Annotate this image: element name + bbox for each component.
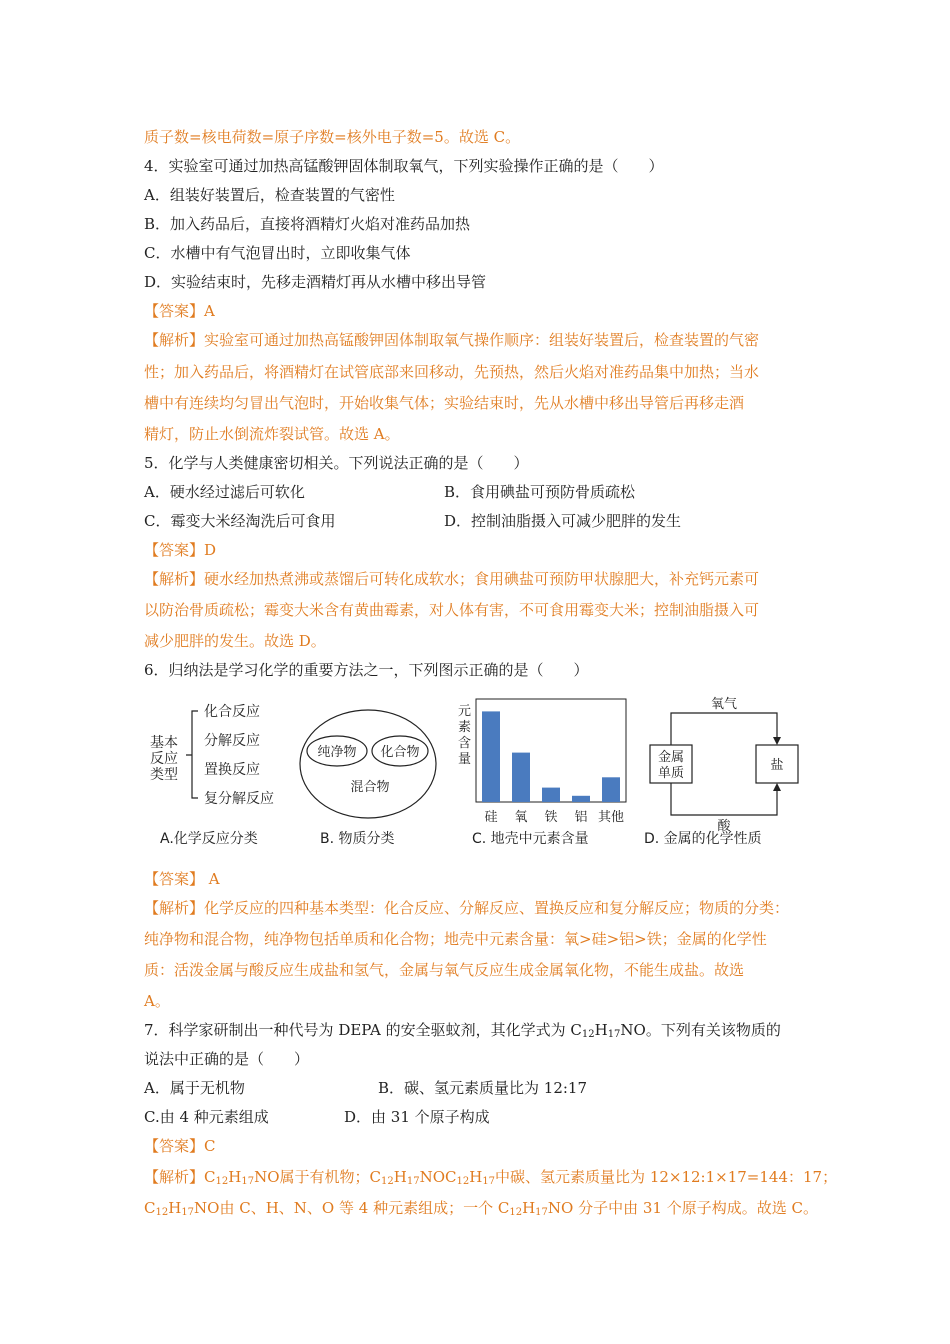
q7-option-c: C.由 4 种元素组成: [144, 1108, 269, 1126]
formula: C12H17NO: [570, 1021, 646, 1040]
formula: C12H17NO: [497, 1199, 574, 1218]
q6-figures: [144, 693, 824, 863]
figure-b-substance-classification: [300, 710, 436, 847]
figa-left-label: 反应: [150, 751, 178, 767]
figc-category-label: 硅: [484, 810, 498, 825]
q4-option-d: D．实验结束时，先移走酒精灯再从水槽中移出导管: [144, 273, 487, 291]
figd-top-label: 氧气: [710, 697, 738, 712]
q4-option-c: C．水槽中有气泡冒出时，立即收集气体: [144, 244, 411, 262]
formula: C12H17NO: [144, 1199, 220, 1218]
figd-top-arrow: [671, 713, 777, 745]
q7-stem: 7．科学家研制出一种代号为 DEPA 的安全驱蚊剂，其化学式为 C12H17NO。下列有关该物质的: [144, 1021, 781, 1040]
q6-explanation-line: 质：活泼金属与酸反应生成盐和氢气，金属与氧气反应生成金属氧化物，不能生成盐。故选: [144, 961, 745, 979]
q4-explanation-line: 【解析】实验室可通过加热高锰酸钾固体制取氧气操作顺序：组装好装置后，检查装置的气密: [144, 331, 760, 349]
figa-left-label: 类型: [150, 767, 178, 783]
q6-answer: 【答案】 A: [144, 870, 220, 888]
figc-bars: [482, 711, 620, 802]
q7-option-d: D．由 31 个原子构成: [344, 1108, 490, 1126]
figa-bracket: [186, 711, 198, 798]
figa-item: 分解反应: [204, 733, 260, 749]
q7-option-a: A．属于无机物: [144, 1079, 245, 1097]
q4-answer: 【答案】A: [144, 302, 215, 320]
q6-explanation-line: 【解析】化学反应的四种基本类型：化合反应、分解反应、置换反应和复分解反应；物质的分类：: [144, 899, 790, 917]
q6-explanation-line: 纯净物和混合物，纯净物包括单质和化合物；地壳中元素含量：氧>硅>铝>铁；金属的化学性: [144, 930, 767, 948]
figb-caption: B. 物质分类: [320, 831, 395, 847]
q4-explanation-line: 槽中有连续均匀冒出气泡时，开始收集气体；实验结束时，先从水槽中移出导管后再移走酒: [144, 394, 745, 412]
q5-explanation-line: 减少肥胖的发生。故选 D。: [144, 632, 326, 650]
q7-explanation-line: 【解析】C12H17NO属于有机物；C12H17NOC12H17中碳、氢元素质量比为 12×12:1×17=144：17；: [144, 1168, 838, 1187]
figb-label-compound: 化合物: [380, 745, 420, 760]
q5-option-b: B．食用碘盐可预防骨质疏松: [444, 483, 636, 501]
figc-ylabel: 量: [458, 752, 472, 767]
figc-bar-3: [572, 796, 590, 802]
figc-category-label: 氧: [514, 810, 528, 825]
figc-ylabel: 素: [458, 720, 472, 735]
q4-option-b: B．加入药品后，直接将酒精灯火焰对准药品加热: [144, 215, 471, 233]
figc-bar-1: [512, 753, 530, 802]
q6-figure-svg: [144, 693, 824, 863]
figd-bottom-label: 酸: [717, 819, 731, 834]
q4-option-a: A．组装好装置后，检查装置的气密性: [144, 186, 395, 204]
q5-option-c: C．霉变大米经淘洗后可食用: [144, 512, 336, 530]
figc-ylabel: 含: [458, 736, 472, 751]
figc-caption: C. 地壳中元素含量: [472, 831, 589, 847]
figd-metal-label: 单质: [657, 766, 685, 781]
q7-explanation-line: C12H17NO由 C、H、N、O 等 4 种元素组成；一个 C12H17NO 分子中由 31 个原子构成。故选 C。: [144, 1199, 818, 1218]
figb-label-mixture: 混合物: [350, 780, 390, 795]
figure-d-metal-properties: [644, 697, 798, 847]
q5-explanation-line: 【解析】硬水经加热煮沸或蒸馏后可转化成软水；食用碘盐可预防甲状腺肥大，补充钙元素可: [144, 570, 760, 588]
figc-ticks: [484, 809, 624, 825]
figa-left-label: 基本: [150, 735, 178, 751]
q4-stem: 4．实验室可通过加热高锰酸钾固体制取氧气，下列实验操作正确的是（ ）: [144, 157, 664, 175]
q5-explanation-line: 以防治骨质疏松；霉变大米含有黄曲霉素，对人体有害，不可食用霉变大米；控制油脂摄入可: [144, 601, 760, 619]
q7-stem-cont: 说法中正确的是（ ）: [144, 1050, 310, 1068]
figd-salt-label: 盐: [770, 758, 784, 773]
figc-bar-2: [542, 788, 560, 802]
figc-category-label: 铝: [574, 810, 588, 825]
figc-category-label: 铁: [544, 810, 558, 825]
q5-stem: 5．化学与人类健康密切相关。下列说法正确的是（ ）: [144, 454, 529, 472]
figa-item: 置换反应: [204, 762, 260, 778]
q5-option-d: D．控制油脂摄入可减少肥胖的发生: [444, 512, 682, 530]
q6-explanation-line: A。: [144, 992, 170, 1010]
figc-ylabel: 元: [458, 704, 472, 719]
figd-bottom-arrow: [671, 783, 777, 815]
figd-top-arrowhead: [773, 737, 781, 745]
figa-item: 化合反应: [204, 704, 260, 720]
figb-label-pure: 纯净物: [317, 745, 357, 760]
q6-stem: 6．归纳法是学习化学的重要方法之一，下列图示正确的是（ ）: [144, 661, 589, 679]
figa-item: 复分解反应: [204, 791, 274, 807]
q4-explanation-line: 精灯，防止水倒流炸裂试管。故选 A。: [144, 425, 400, 443]
formula: C12H17: [445, 1168, 496, 1187]
q7-answer: 【答案】C: [144, 1137, 216, 1155]
figc-bar-0: [482, 711, 500, 802]
q5-answer: 【答案】D: [144, 541, 217, 559]
figc-category-label: 其他: [597, 810, 625, 825]
figure-c-crust-element-chart: [458, 699, 626, 847]
q4-explanation-line: 性；加入药品后，将酒精灯在试管底部来回移动，先预热，然后火焰对准药品集中加热；当水: [144, 363, 760, 381]
figa-caption: A.化学反应分类: [160, 831, 258, 847]
formula: C12H17NO: [369, 1168, 445, 1187]
figc-bar-4: [602, 777, 620, 802]
q7-option-b: B．碳、氢元素质量比为 12:17: [378, 1079, 588, 1097]
figure-a-reaction-classification: [150, 704, 274, 847]
formula: C12H17NO: [204, 1168, 280, 1187]
figd-bottom-arrowhead: [773, 783, 781, 791]
figd-caption: D. 金属的化学性质: [644, 831, 762, 847]
figd-metal-label: 金属: [657, 750, 685, 765]
prev-explanation-end: 质子数=核电荷数=原子序数=核外电子数=5。故选 C。: [144, 128, 521, 146]
q5-option-a: A．硬水经过滤后可软化: [144, 483, 305, 501]
